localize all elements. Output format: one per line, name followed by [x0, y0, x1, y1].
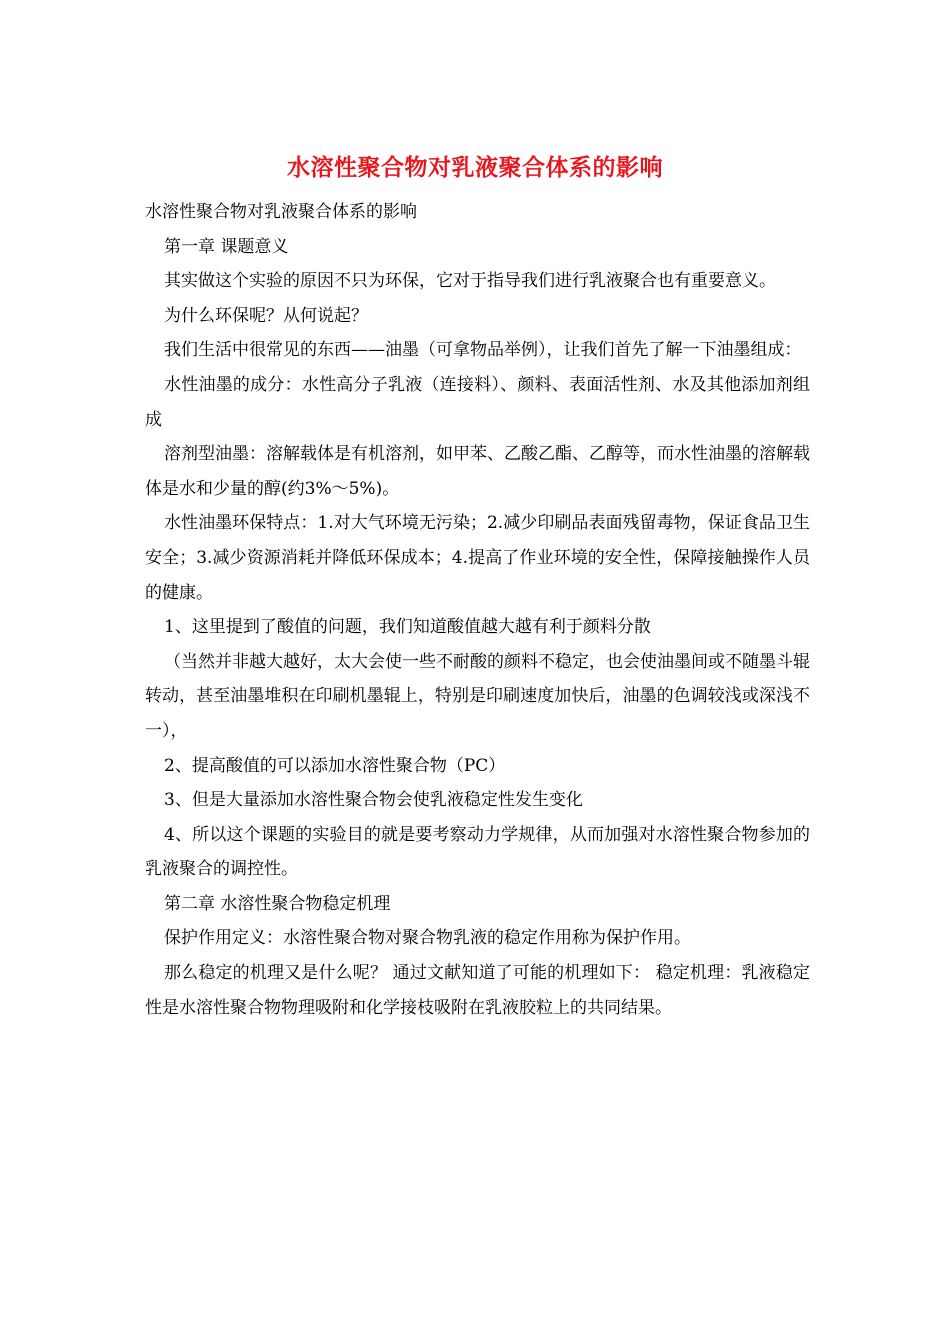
document-body	[145, 195, 810, 1025]
paragraph: 为什么环保呢？从何说起？	[164, 305, 368, 326]
document-title: 水溶性聚合物对乳液聚合体系的影响	[287, 154, 663, 181]
paragraph-subtitle: 水溶性聚合物对乳液聚合体系的影响	[145, 202, 417, 222]
paragraph: （当然并非越大越好，太大会使一些不耐酸的颜料不稳定，也会使油墨间或不随墨斗辊转动，甚至油墨堆积在印刷机墨辊上，特别是印刷速度加快后，油墨的色调较浅或深浅不一），	[145, 651, 810, 741]
paragraph: 保护作用定义：水溶性聚合物对聚合物乳液的稳定作用称为保护作用。	[164, 928, 691, 949]
paragraph: 那么稳定的机理又是什么呢？ 通过文献知道了可能的机理如下： 稳定机理：乳液稳定性是水溶性聚合物物理吸附和化学接枝吸附在乳液胶粒上的共同结果。	[145, 963, 810, 1018]
list-item: 4、所以这个课题的实验目的就是要考察动力学规律，从而加强对水溶性聚合物参加的乳液聚合的调控性。	[145, 824, 810, 880]
list-item: 2、提高酸值的可以添加水溶性聚合物（PC）	[164, 755, 506, 776]
paragraph: 水性油墨的成分：水性高分子乳液（连接料）、颜料、表面活性剂、水及其他添加剂组成	[145, 374, 810, 430]
chapter-heading-2: 第二章 水溶性聚合物稳定机理	[164, 893, 391, 914]
paragraph: 溶剂型油墨：溶解载体是有机溶剂，如甲苯、乙酸乙酯、乙醇等，而水性油墨的溶解载体是水和少量的醇(约3%～5%)。	[145, 444, 810, 499]
paragraph: 水性油墨环保特点：1.对大气环境无污染；2.减少印刷品表面残留毒物，保证食品卫生安全；3.减少资源消耗并降低环保成本；4.提高了作业环境的安全性，保障接触操作人员的健康。	[145, 513, 810, 603]
list-item: 1、这里提到了酸值的问题，我们知道酸值越大越有利于颜料分散	[164, 617, 651, 638]
list-item: 3、但是大量添加水溶性聚合物会使乳液稳定性发生变化	[164, 790, 583, 811]
paragraph: 我们生活中很常见的东西——油墨（可拿物品举例），让我们首先了解一下油墨组成：	[164, 340, 802, 361]
paragraph: 其实做这个实验的原因不只为环保，它对于指导我们进行乳液聚合也有重要意义。	[164, 271, 776, 292]
chapter-heading-1: 第一章 课题意义	[164, 236, 289, 257]
